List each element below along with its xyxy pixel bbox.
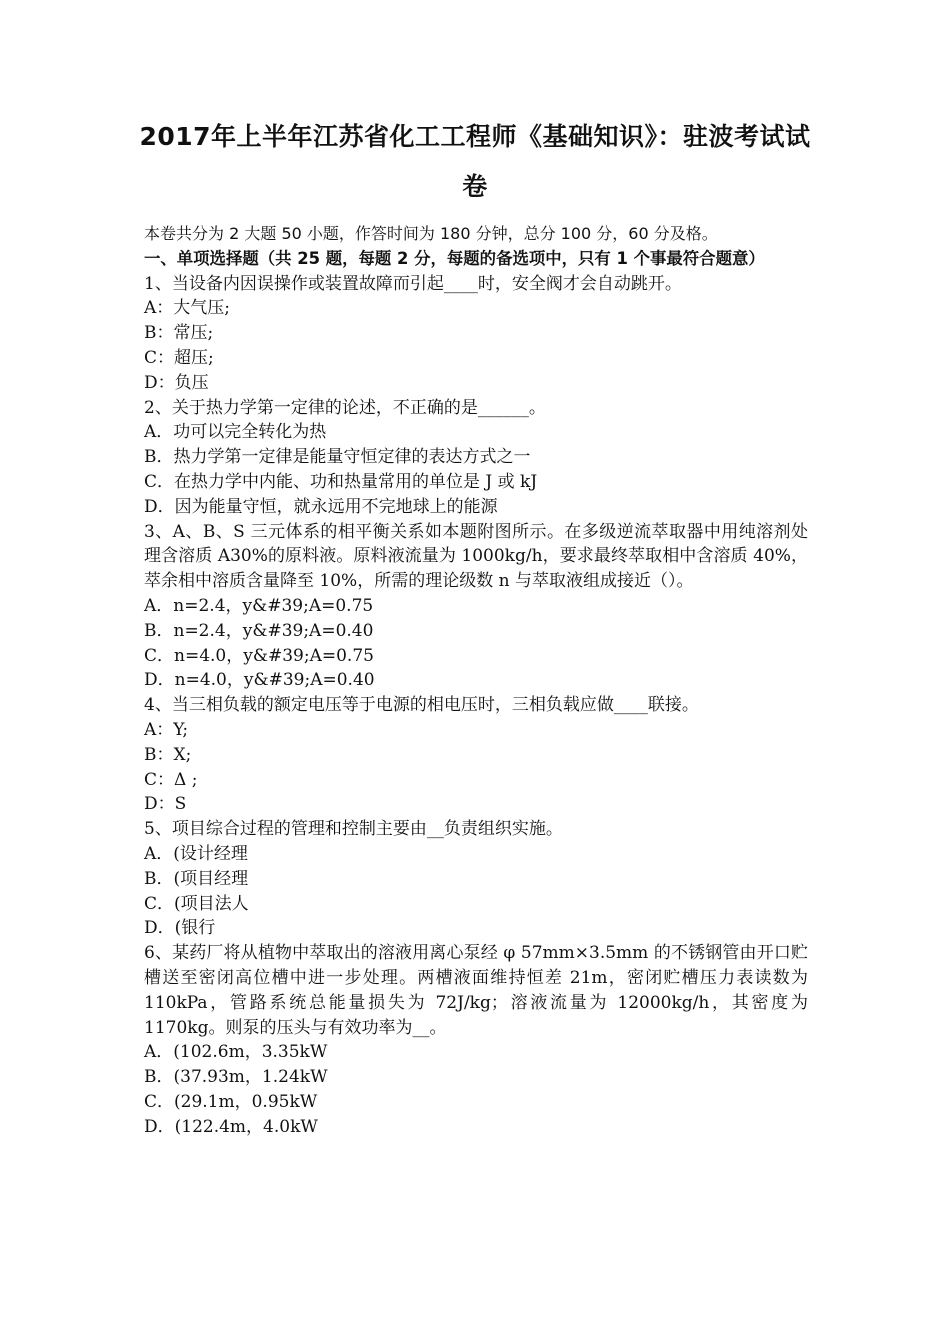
question-text: 2、关于热力学第一定律的论述，不正确的是______。 — [144, 397, 546, 418]
question-1 — [144, 272, 808, 396]
option-a: A．n=2.4，y&#39;A=0.75 — [144, 595, 374, 616]
option-b: B：常压; — [144, 323, 214, 344]
option-c: C．(29.1m，0.95kW — [144, 1091, 318, 1112]
exam-body — [144, 222, 808, 1139]
section-heading: 一、单项选择题（共 25 题，每题 2 分，每题的备选项中，只有 1 个事最符合题意） — [144, 248, 765, 268]
exam-instructions: 本卷共分为 2 大题 50 小题，作答时间为 180 分钟，总分 100 分，60 分及格。 — [144, 224, 718, 243]
option-a: A．(设计经理 — [144, 843, 248, 864]
option-b: B：X; — [144, 744, 192, 765]
option-c: C．n=4.0，y&#39;A=0.75 — [144, 645, 374, 666]
option-d: D：S — [144, 794, 187, 815]
option-b: B．(项目经理 — [144, 868, 249, 889]
option-a: A．(102.6m，3.35kW — [144, 1042, 328, 1063]
question-4 — [144, 693, 808, 817]
option-b: B．(37.93m，1.24kW — [144, 1067, 328, 1088]
question-6 — [144, 941, 808, 1139]
question-text: 3、A、B、S 三元体系的相平衡关系如本题附图所示。在多级逆流萃取器中用纯溶剂处理含溶质 A30%的原料液。原料液流量为 1000kg/h，要求最终萃取相中含溶质 40%，萃余相中溶质含量降至 10%，所需的理论级数 n 与萃取液组成接近（）。 — [144, 521, 808, 592]
option-d: D：负压 — [144, 372, 209, 393]
option-d: D．(银行 — [144, 918, 216, 939]
question-5 — [144, 817, 808, 941]
option-a: A：Y; — [144, 719, 189, 740]
option-d: D．n=4.0，y&#39;A=0.40 — [144, 670, 375, 691]
question-3 — [144, 520, 808, 694]
option-b: B．热力学第一定律是能量守恒定律的表达方式之一 — [144, 447, 531, 468]
option-a: A．功可以完全转化为热 — [144, 422, 327, 443]
option-d: D．(122.4m，4.0kW — [144, 1116, 318, 1137]
option-c: C：超压; — [144, 347, 214, 368]
question-text: 5、项目综合过程的管理和控制主要由__负责组织实施。 — [144, 819, 563, 840]
option-c: C．在热力学中内能、功和热量常用的单位是 J 或 kJ — [144, 471, 538, 492]
option-a: A：大气压; — [144, 298, 231, 319]
option-c: C．(项目法人 — [144, 893, 249, 914]
question-text: 1、当设备内因误操作或装置故障而引起____时，安全阀才会自动跳开。 — [144, 273, 682, 294]
option-d: D．因为能量守恒，就永远用不完地球上的能源 — [144, 496, 498, 517]
option-b: B．n=2.4，y&#39;A=0.40 — [144, 620, 374, 641]
exam-title: 2017年上半年江苏省化工工程师《基础知识》：驻波考试试卷 — [139, 122, 811, 201]
option-c: C：Δ ; — [144, 769, 198, 790]
question-2 — [144, 396, 808, 520]
question-text: 4、当三相负载的额定电压等于电源的相电压时，三相负载应做____联接。 — [144, 695, 699, 716]
question-text: 6、某药厂将从植物中萃取出的溶液用离心泵经 φ 57mm×3.5mm 的不锈钢管由开口贮槽送至密闭高位槽中进一步处理。两槽液面维持恒差 21m，密闭贮槽压力表读数为 110kPa，管路系统总能量损失为 72J/kg；溶液流量为 12000kg/h，其密度为 1170kg。则泵的压头与有效功率为__。 — [144, 943, 808, 1038]
